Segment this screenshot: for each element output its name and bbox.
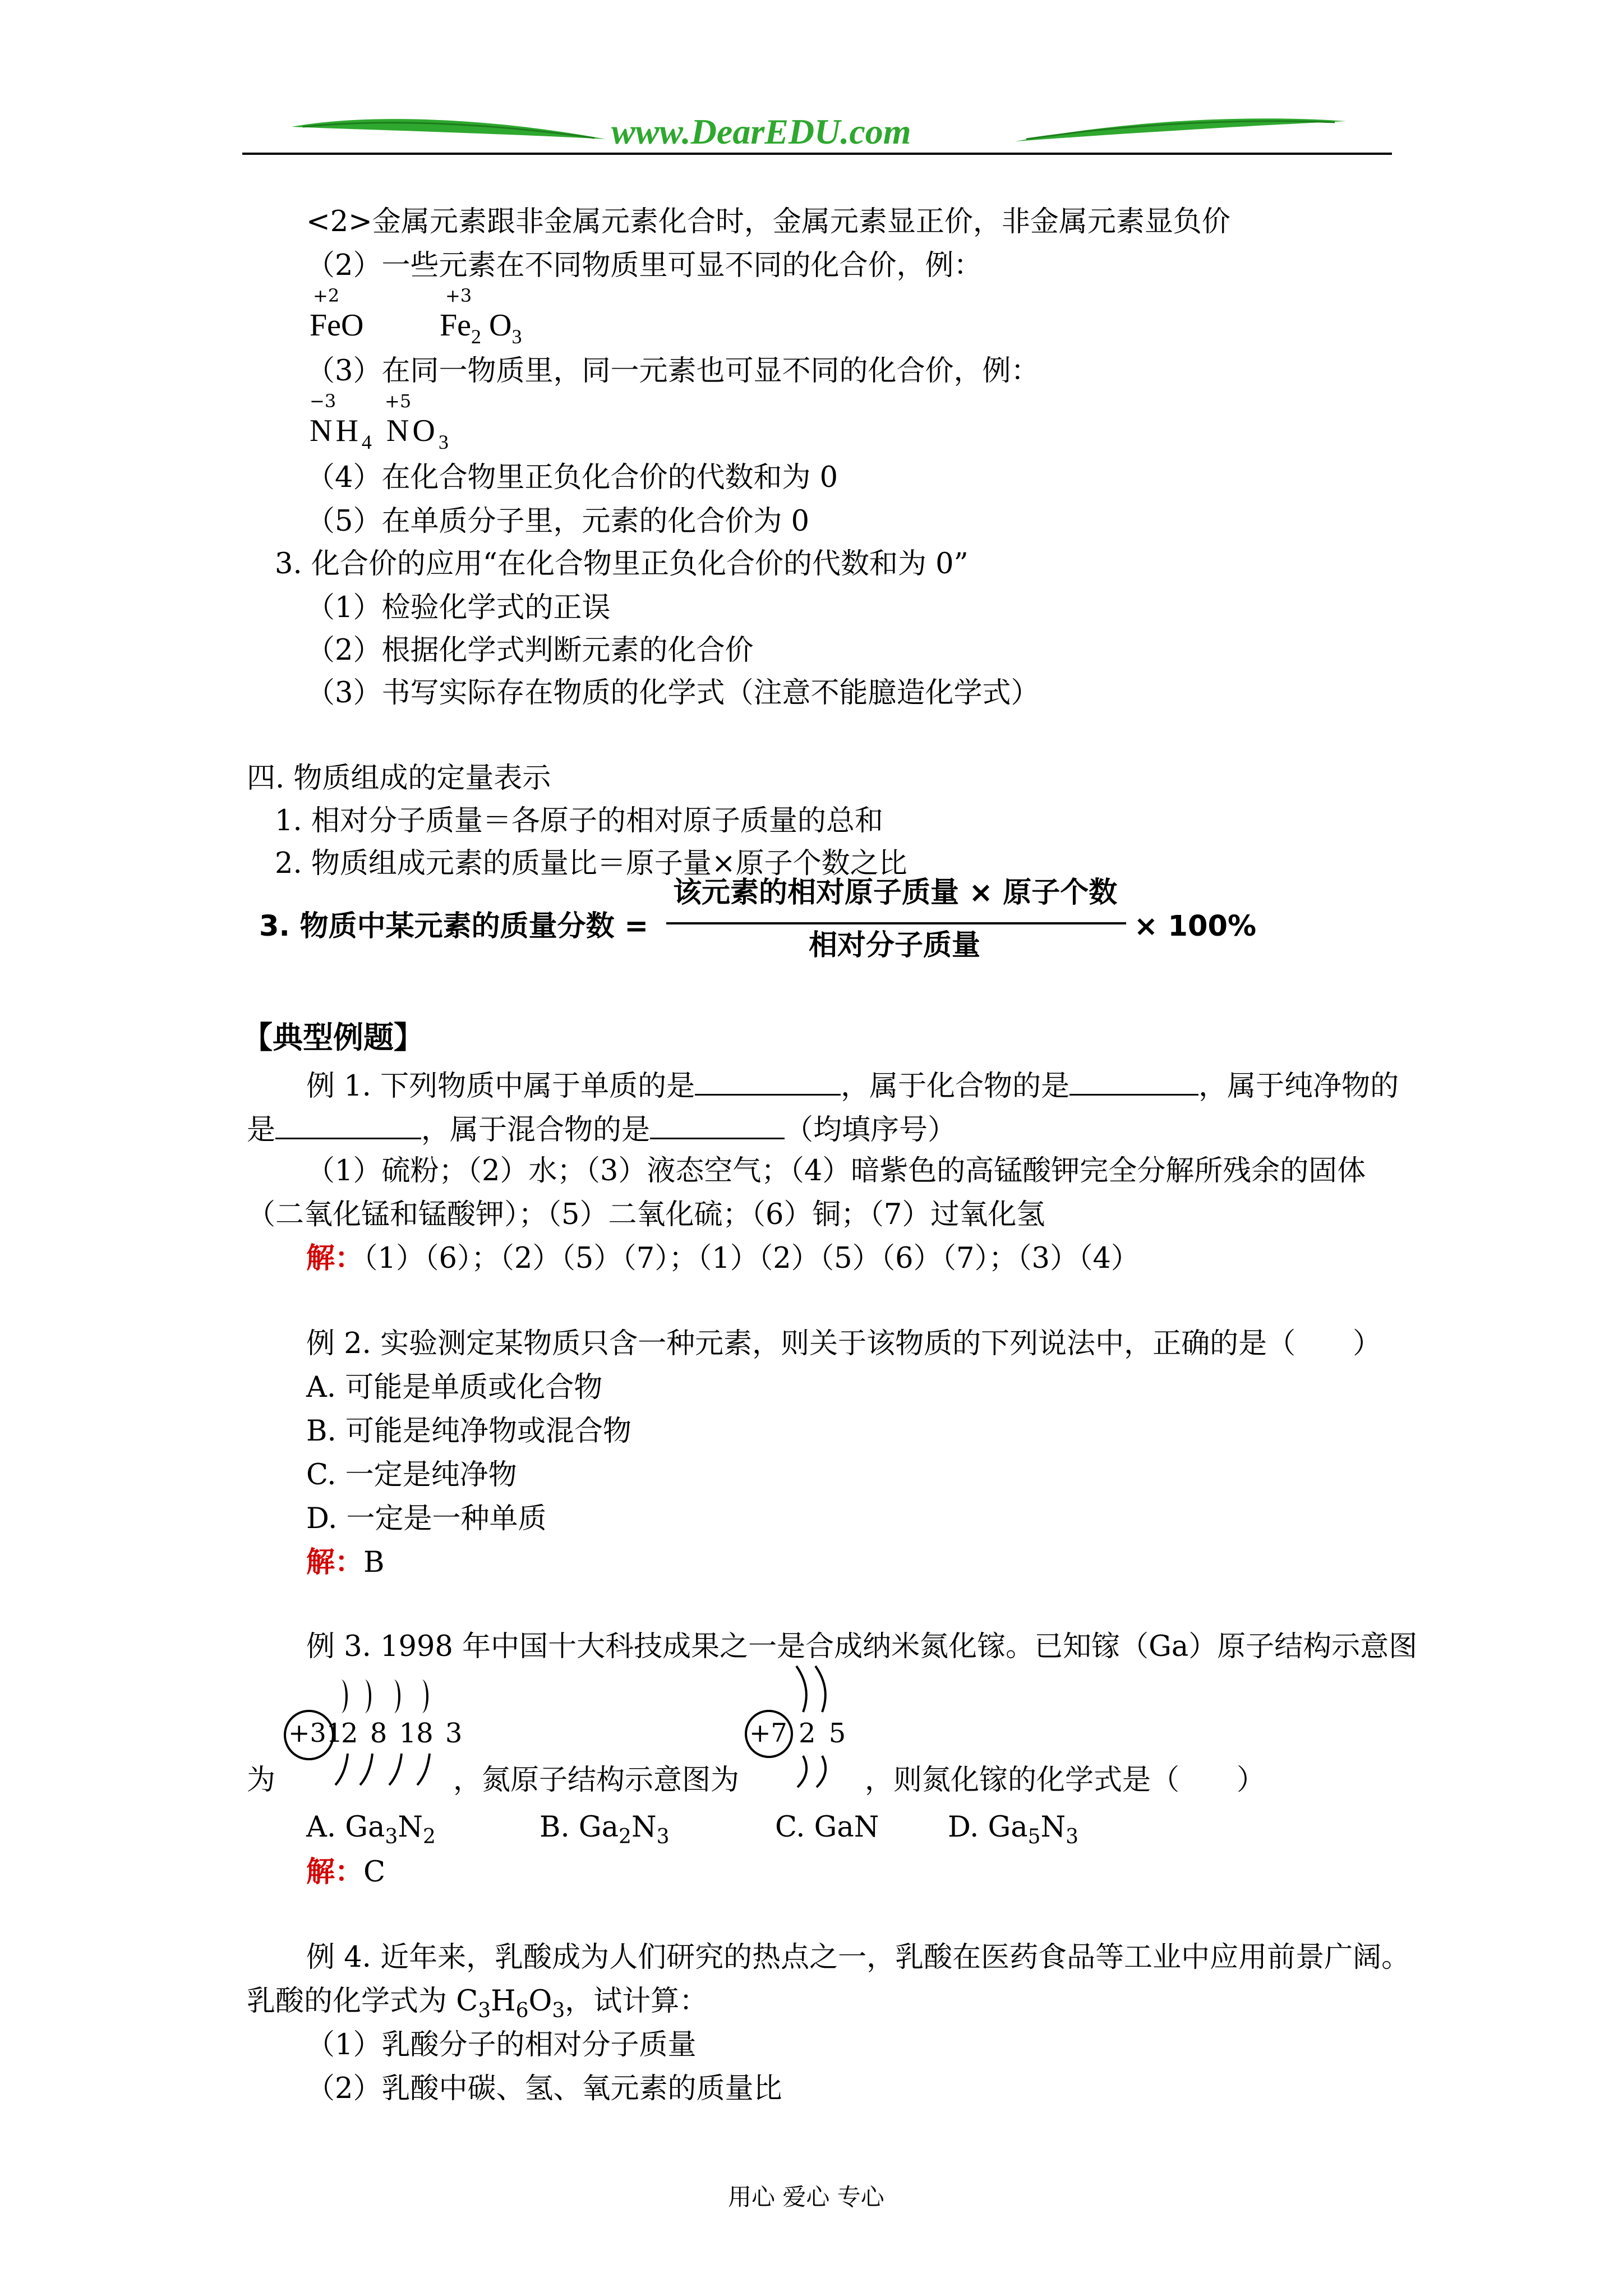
ex3-end-text: ，则氮化镓的化学式是（ ） <box>865 1764 1266 1797</box>
ex2-question: 例 2. 实验测定某物质只含一种元素，则关于该物质的下列说法中，正确的是（ ） <box>306 1327 1382 1360</box>
fe2o3-charge: +3 <box>445 285 472 306</box>
ex2-option-d: D. 一定是一种单质 <box>306 1502 547 1535</box>
ex3-opt-b-n: N <box>631 1811 657 1844</box>
ex4-sub-c: 3 <box>478 1999 491 2022</box>
header-rule <box>242 153 1392 155</box>
nh4-sub: 4 <box>361 431 375 453</box>
mass-fraction-formula <box>259 878 1269 974</box>
ex3-option-b <box>540 1811 670 1848</box>
feo-text: FeO <box>310 308 364 343</box>
section4-heading: 四. 物质组成的定量表示 <box>247 762 551 795</box>
ex3-opt-d-n: N <box>1040 1811 1066 1844</box>
ex4-question-line2 <box>247 1985 708 2022</box>
ex2-option-c: C. 一定是纯净物 <box>306 1458 517 1492</box>
ex3-option-a <box>306 1811 436 1848</box>
ex3-answer-label: 解： <box>306 1855 364 1889</box>
feo-charge: +2 <box>313 285 340 306</box>
ex1-q-e: ，属于混合物的是 <box>421 1114 651 1147</box>
ga-shell-electrons: 2 8 18 3 <box>341 1718 463 1749</box>
nh4-n: N <box>310 413 336 448</box>
n-shell-electrons: 2 5 <box>799 1718 846 1749</box>
header-logo <box>292 110 1346 149</box>
ex1-blank-compound[interactable] <box>1069 1069 1198 1096</box>
line-metal-nonmetal: <2>金属元素跟非金属元素化合时，金属元素显正价，非金属元素显负价 <box>306 205 1230 238</box>
ex2-answer-label: 解： <box>306 1545 364 1579</box>
ex3-question: 例 3. 1998 年中国十大科技成果之一是合成纳米氮化镓。已知镓（Ga）原子结构示意图 <box>306 1630 1418 1663</box>
ex1-items-line1: （1）硫粉；（2）水；（3）液态空气；（4）暗紫色的高锰酸钾完全分解所残余的固体 <box>306 1154 1366 1188</box>
ex3-wei: 为 <box>247 1764 276 1797</box>
ex1-blank-pure[interactable] <box>275 1113 421 1139</box>
ga-shell-arc-3 <box>387 1680 400 1713</box>
ex1-question-line2 <box>247 1113 957 1147</box>
ex3-answer <box>306 1855 386 1889</box>
no3-charge: +5 <box>385 390 412 412</box>
nh4-h: H <box>335 413 362 448</box>
ex2-option-b: B. 可能是纯净物或混合物 <box>306 1415 631 1448</box>
ga-shell-lower-arcs <box>331 1751 443 1787</box>
line-different-valence: （2）一些元素在不同物质里可显不同的化合价，例： <box>306 249 983 282</box>
n-nucleus-charge: +7 <box>749 1718 787 1748</box>
no3-n: N <box>386 413 413 448</box>
ex4-sub-o: 3 <box>552 1999 565 2022</box>
ex4-part1: （1）乳酸分子的相对分子质量 <box>306 2028 697 2062</box>
ex2-answer <box>306 1545 385 1579</box>
mass-fraction-denominator: 相对分子质量 <box>809 929 981 962</box>
ga-shell-arc-2 <box>358 1680 371 1713</box>
no3-o: O <box>412 413 439 448</box>
mass-fraction-numerator: 该元素的相对原子质量 × 原子个数 <box>673 876 1118 909</box>
ex3-opt-d-sub2: 3 <box>1066 1825 1079 1848</box>
fraction-bar <box>666 922 1126 924</box>
ex4-formula-h: H <box>491 1985 516 2018</box>
ex1-answer <box>306 1241 1140 1275</box>
ex4-formula-o: O <box>528 1985 552 2018</box>
header-logo-text: www.DearEDU.com <box>611 112 911 151</box>
section4-item2: 2. 物质组成元素的质量比＝原子量×原子个数之比 <box>275 847 907 880</box>
ex1-q-b: ，属于化合物的是 <box>841 1070 1070 1103</box>
line-valence-application: 3. 化合价的应用“在化合物里正负化合价的代数和为 0” <box>275 547 969 581</box>
examples-title: 【典型例题】 <box>242 1019 424 1055</box>
ex3-answer-text: C <box>363 1856 386 1889</box>
ex3-option-c: C. GaN <box>775 1811 879 1844</box>
header-leaf-left <box>292 110 606 149</box>
line-judge-valence: （2）根据化学式判断元素的化合价 <box>306 634 754 667</box>
section4-item1: 1. 相对分子质量＝各原子的相对原子质量的总和 <box>275 804 883 838</box>
ex4-sub-h: 6 <box>515 1999 529 2022</box>
line-write-formula: （3）书写实际存在物质的化学式（注意不能臆造化学式） <box>306 677 1040 710</box>
fe2o3-o: O <box>481 308 512 343</box>
ex2-answer-text: B <box>363 1546 385 1579</box>
ex4-question-tail: ，试计算： <box>565 1985 708 2018</box>
line-same-substance: （3）在同一物质里，同一元素也可显不同的化合价，例： <box>306 355 1040 388</box>
line-algebraic-sum: （4）在化合物里正负化合价的代数和为 0 <box>306 461 838 494</box>
ex3-opt-d-ga: D. Ga <box>948 1811 1028 1844</box>
fe2o3-sub3: 3 <box>511 325 522 348</box>
ex1-items-line2: （二氧化锰和锰酸钾）；（5）二氧化硫；（6）铜；（7）过氧化氢 <box>247 1198 1045 1231</box>
header-leaf-right <box>1015 110 1346 149</box>
ex1-q-c: ，属于纯净物的 <box>1198 1070 1399 1103</box>
page-footer: 用心 爱心 专心 <box>728 2183 884 2211</box>
line-elemental: （5）在单质分子里，元素的化合价为 0 <box>306 505 810 538</box>
ex4-question-line1: 例 4. 近年来，乳酸成为人们研究的热点之一，乳酸在医药食品等工业中应用前景广阔。 <box>306 1941 1410 1974</box>
ex3-mid-text: ，氮原子结构示意图为 <box>453 1764 740 1797</box>
ex1-q-d: 是 <box>247 1114 276 1147</box>
ex3-option-d <box>948 1811 1079 1848</box>
ex1-answer-label: 解： <box>306 1241 364 1275</box>
fe2o3-fe: Fe <box>440 308 471 343</box>
mass-fraction-right: × 100% <box>1134 910 1257 943</box>
ga-nucleus-charge: +31 <box>288 1718 343 1748</box>
fe2o3-sub2: 2 <box>471 325 481 348</box>
ex3-opt-b-ga: B. Ga <box>540 1811 619 1844</box>
ex4-part2: （2）乳酸中碳、氢、氧元素的质量比 <box>306 2072 782 2105</box>
ex1-q-f: （均填序号） <box>785 1114 957 1147</box>
ga-shell-arc-1 <box>334 1680 348 1713</box>
ga-atom-diagram <box>280 1675 463 1787</box>
mass-fraction-left: 3. 物质中某元素的质量分数 = <box>259 910 649 943</box>
ex1-q-a: 例 1. 下列物质中属于单质的是 <box>306 1070 695 1103</box>
ex3-opt-a-sub1: 3 <box>385 1825 398 1848</box>
ga-shell-arc-4 <box>415 1680 428 1713</box>
ex3-opt-a-n: N <box>398 1811 423 1844</box>
nh4-charge: −3 <box>310 390 336 412</box>
n-atom-diagram <box>743 1660 855 1789</box>
ex1-blank-element[interactable] <box>695 1069 841 1096</box>
ex2-option-a: A. 可能是单质或化合物 <box>306 1371 603 1404</box>
ex3-opt-d-sub1: 5 <box>1027 1825 1041 1848</box>
ex3-opt-b-sub1: 2 <box>619 1825 631 1848</box>
ex1-answer-text: （1）（6）；（2）（5）（7）；（1）（2）（5）（6）（7）；（3）（4） <box>363 1242 1140 1275</box>
ex4-formula-c: 乳酸的化学式为 C <box>247 1985 478 2018</box>
ex3-opt-a-ga: A. Ga <box>306 1811 385 1844</box>
line-check-formula: （1）检验化学式的正误 <box>306 591 611 624</box>
ex1-question-line1 <box>306 1069 1399 1101</box>
ex3-opt-b-sub2: 3 <box>656 1825 670 1848</box>
ex3-opt-a-sub2: 2 <box>422 1825 436 1848</box>
ex1-blank-mixture[interactable] <box>650 1113 785 1139</box>
no3-sub: 3 <box>438 431 452 453</box>
